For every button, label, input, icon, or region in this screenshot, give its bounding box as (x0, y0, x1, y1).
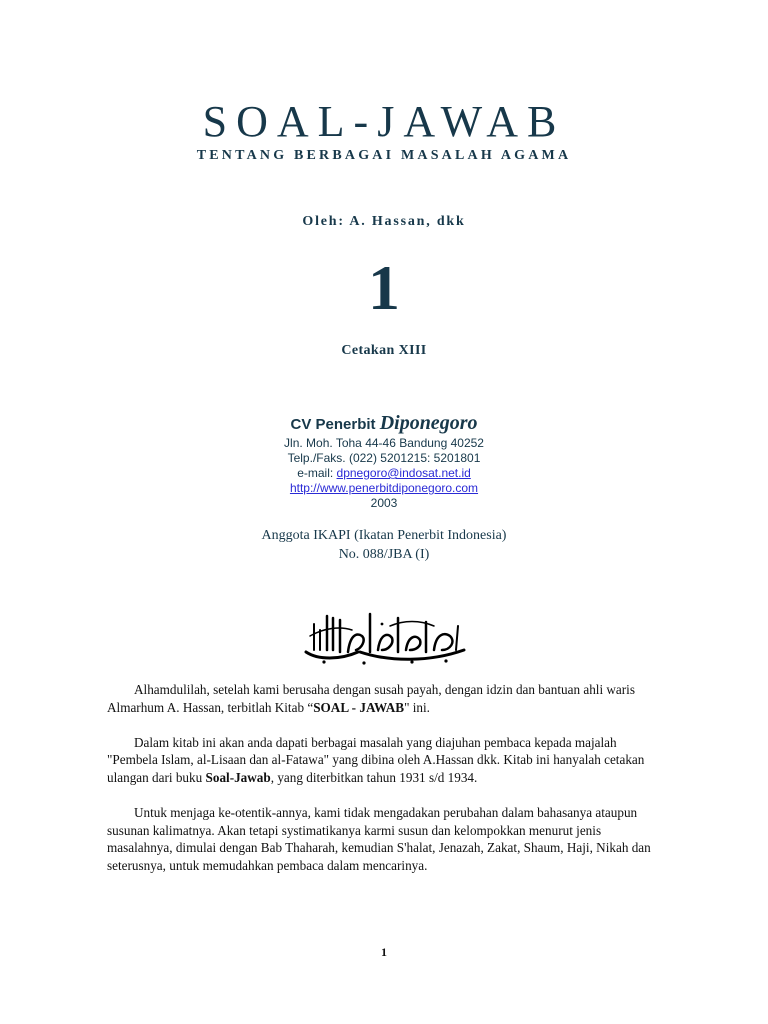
paragraph-2-text-a: Dalam kitab ini akan anda dapati berbagai masalah yang diajuhan pembaca kepada majalah "Pembela Islam, al-Lisaan dan al-Fatawa" yang dibina oleh A.Hassan dkk. Kitab ini hanyalah cetakan ulangan dari buku (107, 734, 645, 785)
publication-year: 2003 (370, 496, 398, 510)
edition-label: Cetakan XIII (341, 343, 427, 358)
publisher-name (0, 412, 768, 436)
publisher-email-line (0, 466, 768, 481)
paragraph-2 (107, 734, 667, 787)
website-link[interactable]: http://www.penerbitdiponegoro.com (289, 481, 479, 495)
publisher-block (0, 412, 768, 511)
ikapi-line-2: No. 088/JBA (I) (338, 547, 430, 562)
page-number: 1 (381, 945, 387, 959)
introduction-text (107, 681, 667, 892)
book-title: SOAL-JAWAB (202, 97, 566, 146)
basmala-calligraphy-icon (300, 606, 470, 668)
book-subtitle: TENTANG BERBAGAI MASALAH AGAMA (196, 148, 572, 163)
ikapi-membership (0, 526, 768, 564)
email-label: e-mail: (297, 466, 337, 480)
paragraph-3: Untuk menjaga ke-otentik-annya, kami tidak mengadakan perubahan dalam bahasanya ataupun susunan kalimatnya. Akan tetapi systimatikanya karmi susun dan kelompokkan menurut jenis masalahnya, dimulai dengan Bab Thaharah, kemudian S'halat, Jenazah, Zakat, Shaum, Haji, Nikah dan seterusnya, untuk memudahkan pembaca dalam mencarinya. (107, 805, 651, 873)
publisher-address: Jln. Moh. Toha 44-46 Bandung 40252 (284, 436, 484, 450)
book-name-bold: SOAL - JAWAB (313, 699, 405, 715)
publisher-brand: Diponegoro (379, 412, 478, 434)
publisher-phone: Telp./Faks. (022) 5201215: 5201801 (287, 451, 481, 465)
paragraph-1 (107, 681, 667, 716)
paragraph-1-text-a: Alhamdulilah, setelah kami berusaha dengan susah payah, dengan idzin dan bantuan ahli waris Almarhum A. Hassan, terbitlah Kitab “ (107, 682, 635, 715)
paragraph-2-text-b: , yang diterbitkan tahun 1931 s/d 1934. (270, 769, 478, 785)
ikapi-line-1: Anggota IKAPI (Ikatan Penerbit Indonesia) (261, 528, 507, 543)
publisher-prefix: CV Penerbit (290, 416, 380, 433)
volume-number: 1 (368, 252, 400, 323)
book-name-bold-2: Soal-Jawab (205, 769, 271, 785)
email-link[interactable]: dpnegoro@indosat.net.id (336, 466, 471, 480)
publisher-website-line (0, 481, 768, 496)
author-line: Oleh: A. Hassan, dkk (302, 214, 466, 229)
paragraph-1-text-b: " ini. (404, 699, 430, 715)
